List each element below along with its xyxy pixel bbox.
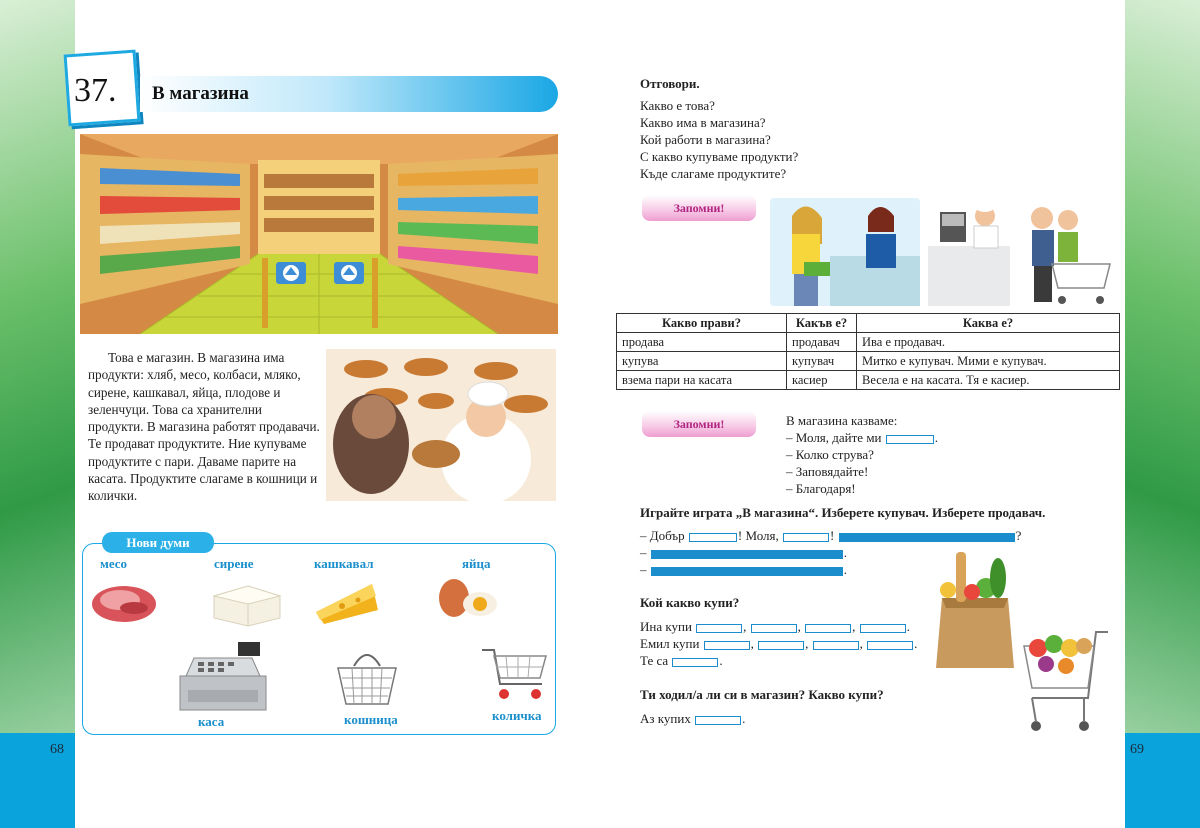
answer-blank[interactable] bbox=[651, 550, 843, 559]
meat-image bbox=[90, 576, 160, 626]
full-cart-image bbox=[1016, 626, 1120, 742]
answer-blank[interactable] bbox=[751, 624, 797, 633]
page-number-left: 68 bbox=[50, 742, 64, 757]
who-bought-text: Ина купи bbox=[640, 619, 692, 634]
table-cell: взема пари на касата bbox=[617, 371, 787, 390]
page-edge-decoration-left bbox=[0, 0, 75, 828]
answer-blank[interactable] bbox=[805, 624, 851, 633]
page-number-right: 69 bbox=[1130, 742, 1144, 757]
who-bought-line: Емил купи , , , . bbox=[640, 636, 918, 651]
dialogue-text: ! bbox=[830, 528, 835, 543]
question-5: Къде слагаме продуктите? bbox=[640, 166, 787, 181]
answer-blank[interactable] bbox=[758, 641, 804, 650]
eggs-image bbox=[432, 574, 502, 620]
question-1: Какво е това? bbox=[640, 98, 715, 113]
answer-blank[interactable] bbox=[696, 624, 742, 633]
supermarket-illustration bbox=[80, 134, 558, 334]
personal-answer-text: Аз купих bbox=[640, 711, 691, 726]
word-label-cheese: сирене bbox=[214, 556, 254, 571]
game-heading: Играйте играта „В магазина“. Изберете купувач. Изберете продавач. bbox=[640, 505, 1046, 520]
answer-blank[interactable] bbox=[672, 658, 718, 667]
table-cell: продава bbox=[617, 333, 787, 352]
dialogue-text: ! Моля, bbox=[737, 528, 779, 543]
dialogue-line-2: – . bbox=[640, 545, 847, 560]
phrase-text: – Моля, дайте ми bbox=[786, 430, 882, 445]
grocery-bag-image bbox=[928, 548, 1020, 670]
question-4: С какво купуваме продукти? bbox=[640, 149, 799, 164]
answer-blank[interactable] bbox=[813, 641, 859, 650]
phrase-line: – Заповядайте! bbox=[786, 464, 869, 479]
roles-table bbox=[616, 313, 1120, 390]
cash-register-image bbox=[174, 640, 270, 714]
shop-people-illustration bbox=[770, 196, 1120, 306]
lesson-title: В магазина bbox=[152, 83, 249, 104]
remember-label-2: Запомни! bbox=[642, 411, 756, 437]
dialogue-text: – Добър bbox=[640, 528, 685, 543]
phrase-line: – Колко струва? bbox=[786, 447, 874, 462]
phrase-line: – Моля, дайте ми . bbox=[786, 430, 939, 445]
cheese-image bbox=[208, 576, 286, 628]
page-edge-decoration-right bbox=[1125, 0, 1200, 828]
answer-heading: Отговори. bbox=[640, 76, 700, 91]
answer-blank[interactable] bbox=[689, 533, 737, 542]
personal-question: Ти ходил/а ли си в магазин? Какво купи? bbox=[640, 687, 884, 702]
table-row bbox=[617, 371, 1120, 390]
table-header: Какъв е? bbox=[787, 314, 857, 333]
dialogue-line-1 bbox=[640, 527, 1021, 544]
remember-label-1: Запомни! bbox=[642, 195, 756, 221]
bakery-photo bbox=[326, 349, 556, 501]
table-cell: касиер bbox=[787, 371, 857, 390]
table-cell: Ива е продавач. bbox=[857, 333, 1120, 352]
question-3: Кой работи в магазина? bbox=[640, 132, 771, 147]
answer-blank[interactable] bbox=[886, 435, 934, 444]
yellow-cheese-image bbox=[312, 576, 384, 626]
phrase-line: – Благодаря! bbox=[786, 481, 856, 496]
phrases-intro: В магазина казваме: bbox=[786, 413, 898, 428]
dialogue-dash: – bbox=[640, 545, 647, 560]
word-label-meat: месо bbox=[100, 556, 128, 571]
answer-blank[interactable] bbox=[860, 624, 906, 633]
table-header: Какво прави? bbox=[617, 314, 787, 333]
word-label-basket: кошница bbox=[344, 712, 398, 727]
answer-blank[interactable] bbox=[695, 716, 741, 725]
personal-answer-line: Аз купих . bbox=[640, 711, 746, 726]
table-cell: купувач bbox=[787, 352, 857, 371]
table-cell: купува bbox=[617, 352, 787, 371]
word-label-cash-register: каса bbox=[198, 714, 225, 729]
word-label-cart: количка bbox=[492, 708, 542, 723]
who-bought-line: Ина купи , , , . bbox=[640, 619, 910, 634]
basket-image bbox=[332, 646, 402, 708]
answer-blank[interactable] bbox=[867, 641, 913, 650]
table-row bbox=[617, 352, 1120, 371]
dialogue-line-3: – . bbox=[640, 562, 847, 577]
who-bought-heading: Кой какво купи? bbox=[640, 595, 740, 610]
table-row bbox=[617, 333, 1120, 352]
table-cell: продавач bbox=[787, 333, 857, 352]
who-bought-line: Те са . bbox=[640, 653, 723, 668]
who-bought-text: Те са bbox=[640, 653, 669, 668]
word-label-eggs: яйца bbox=[462, 556, 491, 571]
table-cell: Весела е на касата. Тя е касиер. bbox=[857, 371, 1120, 390]
intro-paragraph: Това е магазин. В магазина има продукти: хляб, месо, колбаси, мляко, сирене, кашкавал, яйца, плодове и зеленчуци. Това са хранителни продукти. В магазина работят продавачи. Те продават продуктите. Ние купуваме продуктите с пари. Даваме парите на касата. Продуктите слагаме в кошници и колички. bbox=[88, 350, 320, 504]
answer-blank[interactable] bbox=[704, 641, 750, 650]
table-header: Каква е? bbox=[857, 314, 1120, 333]
answer-blank[interactable] bbox=[783, 533, 829, 542]
word-label-yellow-cheese: кашкавал bbox=[314, 556, 374, 571]
new-words-heading: Нови думи bbox=[102, 532, 214, 553]
lesson-number: 37. bbox=[74, 72, 117, 109]
dialogue-text: ? bbox=[1015, 528, 1022, 543]
table-cell: Митко е купувач. Мими е купувач. bbox=[857, 352, 1120, 371]
question-2: Какво има в магазина? bbox=[640, 115, 766, 130]
shopping-cart-image bbox=[478, 644, 550, 706]
dialogue-dash: – bbox=[640, 562, 647, 577]
who-bought-text: Емил купи bbox=[640, 636, 700, 651]
answer-blank[interactable] bbox=[651, 567, 843, 576]
answer-blank[interactable] bbox=[839, 533, 1015, 542]
